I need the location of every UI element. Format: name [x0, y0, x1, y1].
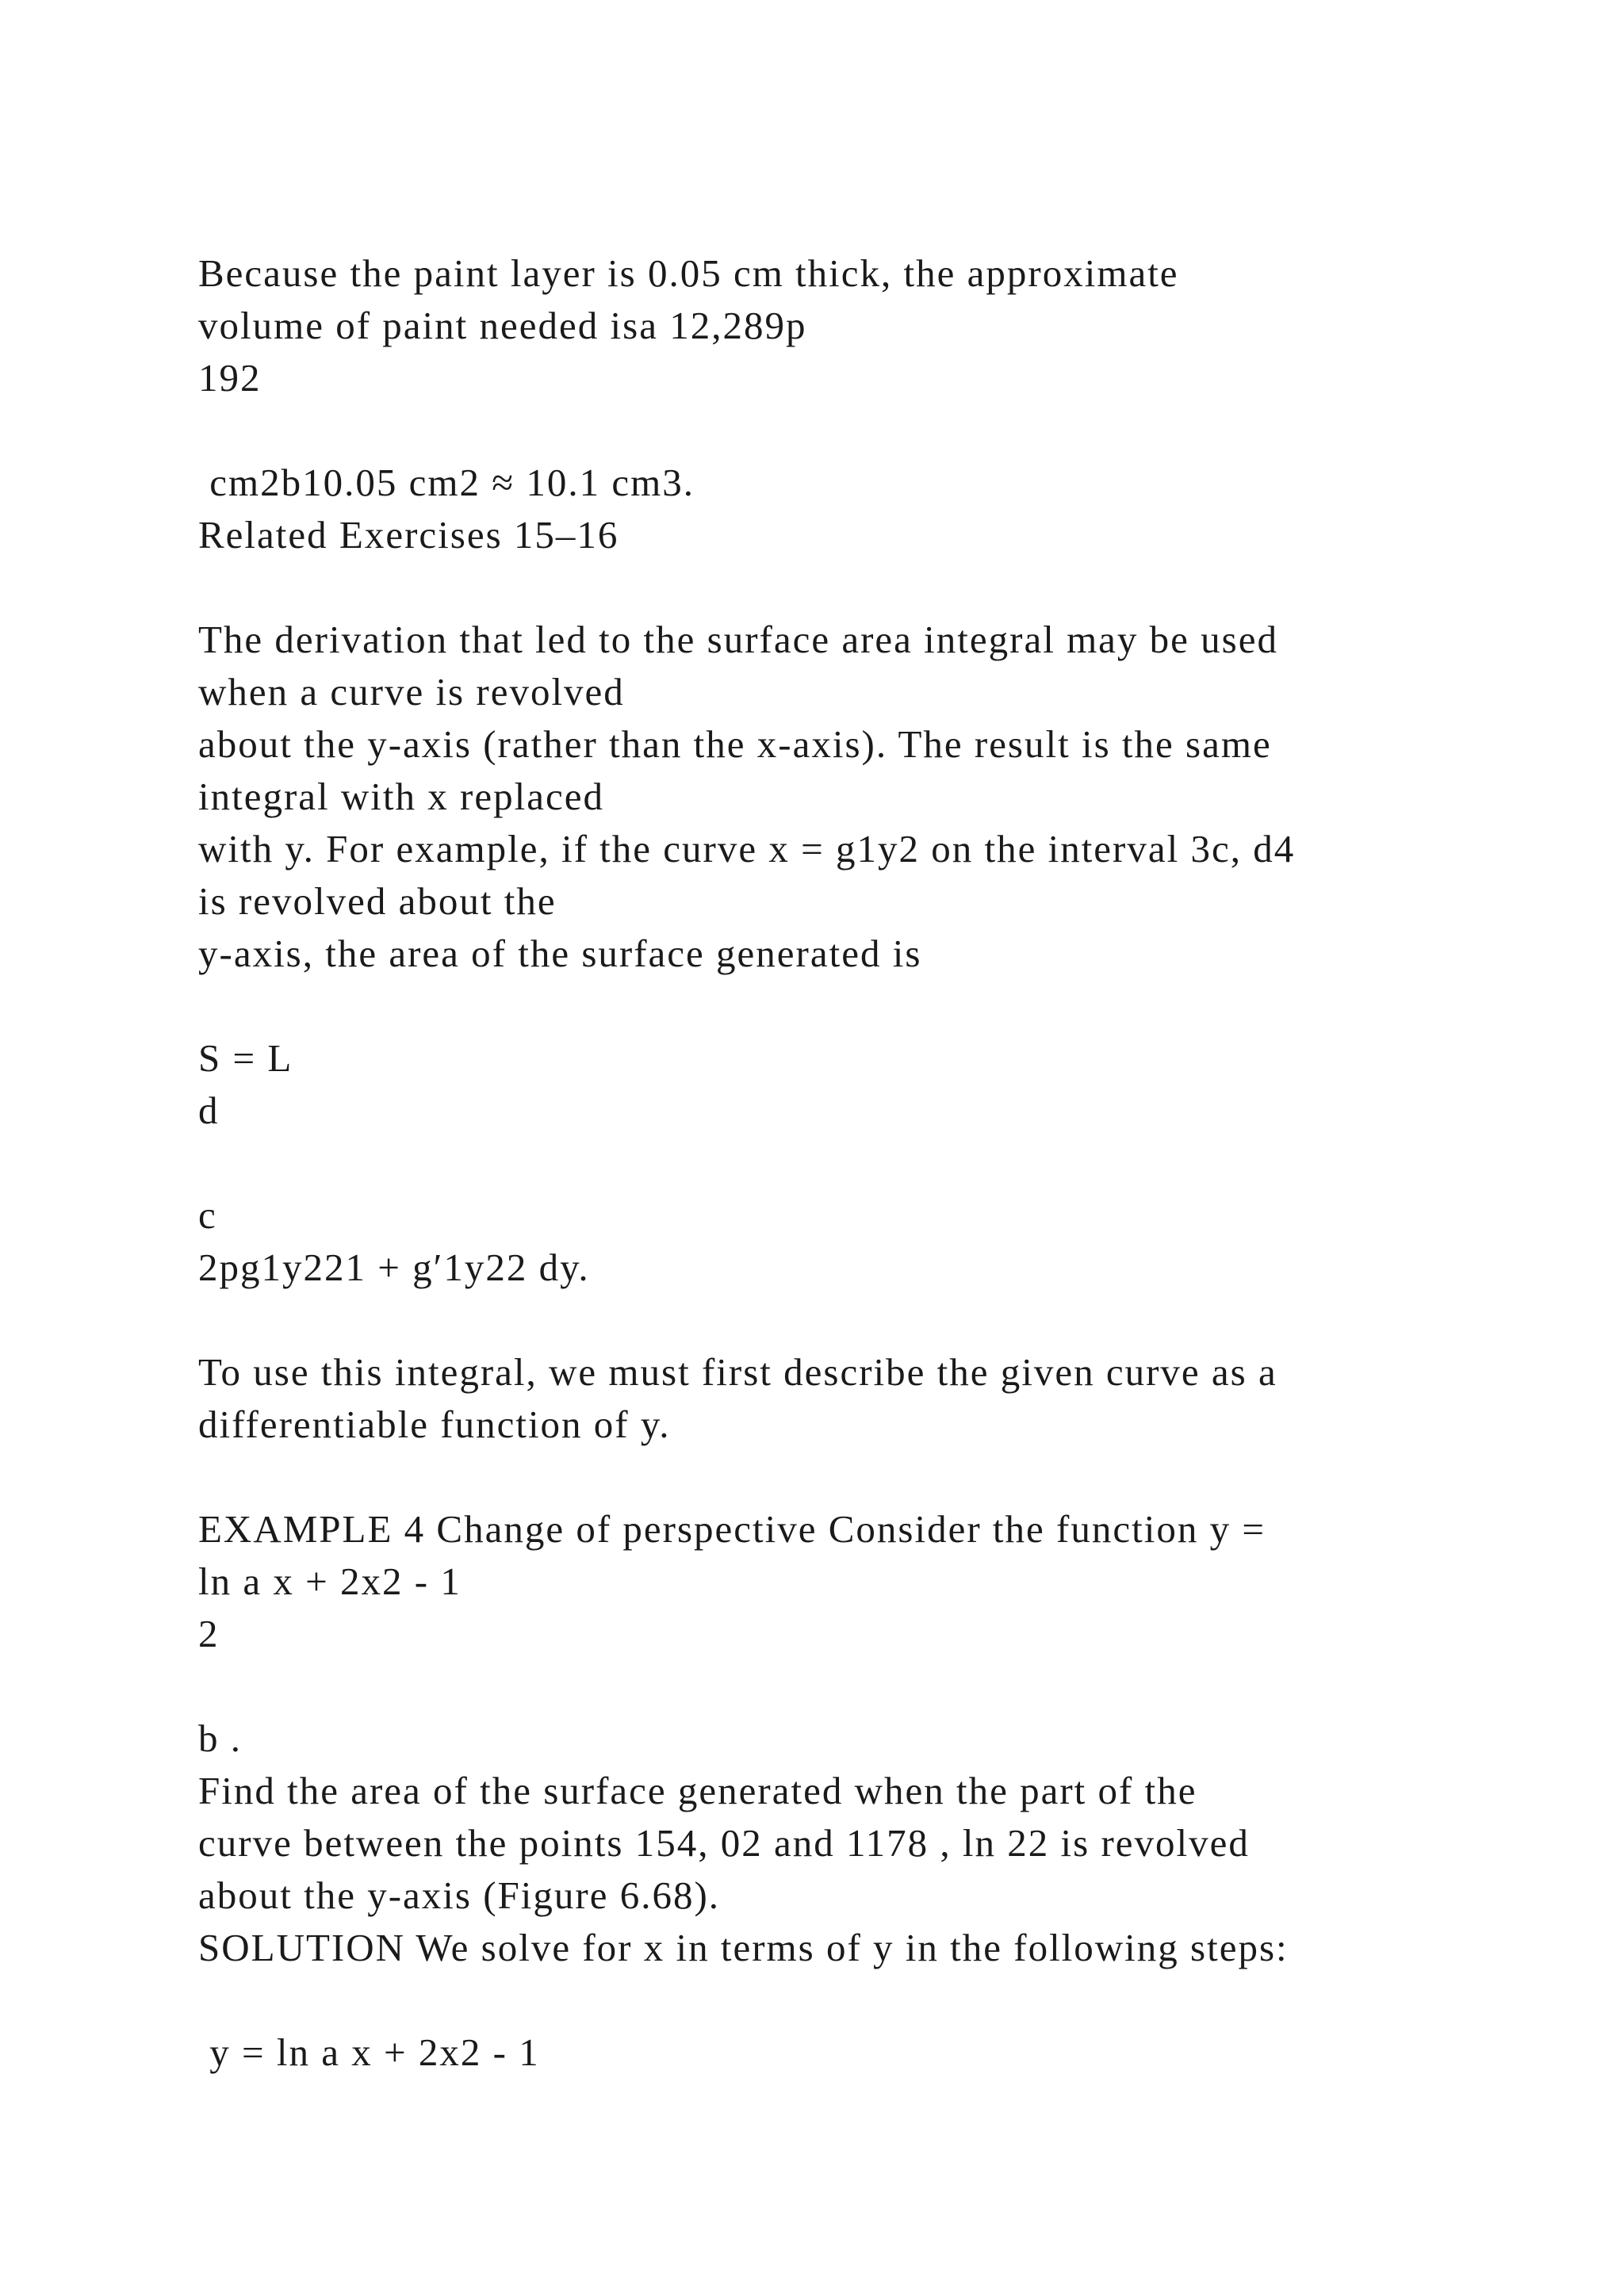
blank-line: [198, 1294, 1546, 1346]
text-line: about the y-axis (rather than the x-axis). The result is the same: [198, 722, 1272, 766]
formula-line: d: [198, 1089, 220, 1132]
formula-line: ln a x + 2x2 - 1: [198, 1559, 462, 1603]
formula-line: S = L: [198, 1036, 293, 1080]
text-line: with y. For example, if the curve x = g1y2 on the interval 3c, d4: [198, 827, 1296, 871]
text-line: 192: [198, 356, 262, 400]
text-line: SOLUTION We solve for x in terms of y in the following steps:: [198, 1926, 1289, 1969]
text-line: integral with x replaced: [198, 775, 604, 818]
text-line: The derivation that led to the surface area integral may be used: [198, 618, 1278, 661]
formula-line: 2pg1y221 + g′1y22 dy.: [198, 1246, 590, 1289]
text-line: y-axis, the area of the surface generated is: [198, 932, 922, 975]
formula-line: 2: [198, 1612, 220, 1655]
text-line: about the y-axis (Figure 6.68).: [198, 1873, 721, 1917]
document-text: [198, 247, 1546, 2079]
text-line: EXAMPLE 4 Change of perspective Consider the function y =: [198, 1507, 1266, 1551]
formula-line: y = ln a x + 2x2 - 1: [198, 2030, 540, 2074]
formula-line: b .: [198, 1716, 242, 1760]
blank-line: [198, 404, 1546, 457]
text-line: Related Exercises 15–16: [198, 513, 619, 557]
formula-line: c: [198, 1193, 217, 1237]
text-line: cm2b10.05 cm2 ≈ 10.1 cm3.: [198, 461, 695, 504]
blank-line: [198, 980, 1546, 1032]
blank-line: [198, 561, 1546, 614]
text-line: curve between the points 154, 02 and 1178 , ln 22 is revolved: [198, 1821, 1250, 1865]
blank-line: [198, 1451, 1546, 1503]
blank-line: [198, 1137, 1546, 1189]
blank-line: [198, 1660, 1546, 1712]
text-line: volume of paint needed isa 12,289p: [198, 304, 807, 347]
text-line: when a curve is revolved: [198, 670, 625, 714]
text-line: To use this integral, we must first describe the given curve as a: [198, 1350, 1277, 1394]
text-line: Because the paint layer is 0.05 cm thick, the approximate: [198, 251, 1179, 295]
text-line: differentiable function of y.: [198, 1402, 671, 1446]
blank-line: [198, 1974, 1546, 2026]
text-line: Find the area of the surface generated when the part of the: [198, 1769, 1197, 1812]
text-line: is revolved about the: [198, 879, 557, 923]
